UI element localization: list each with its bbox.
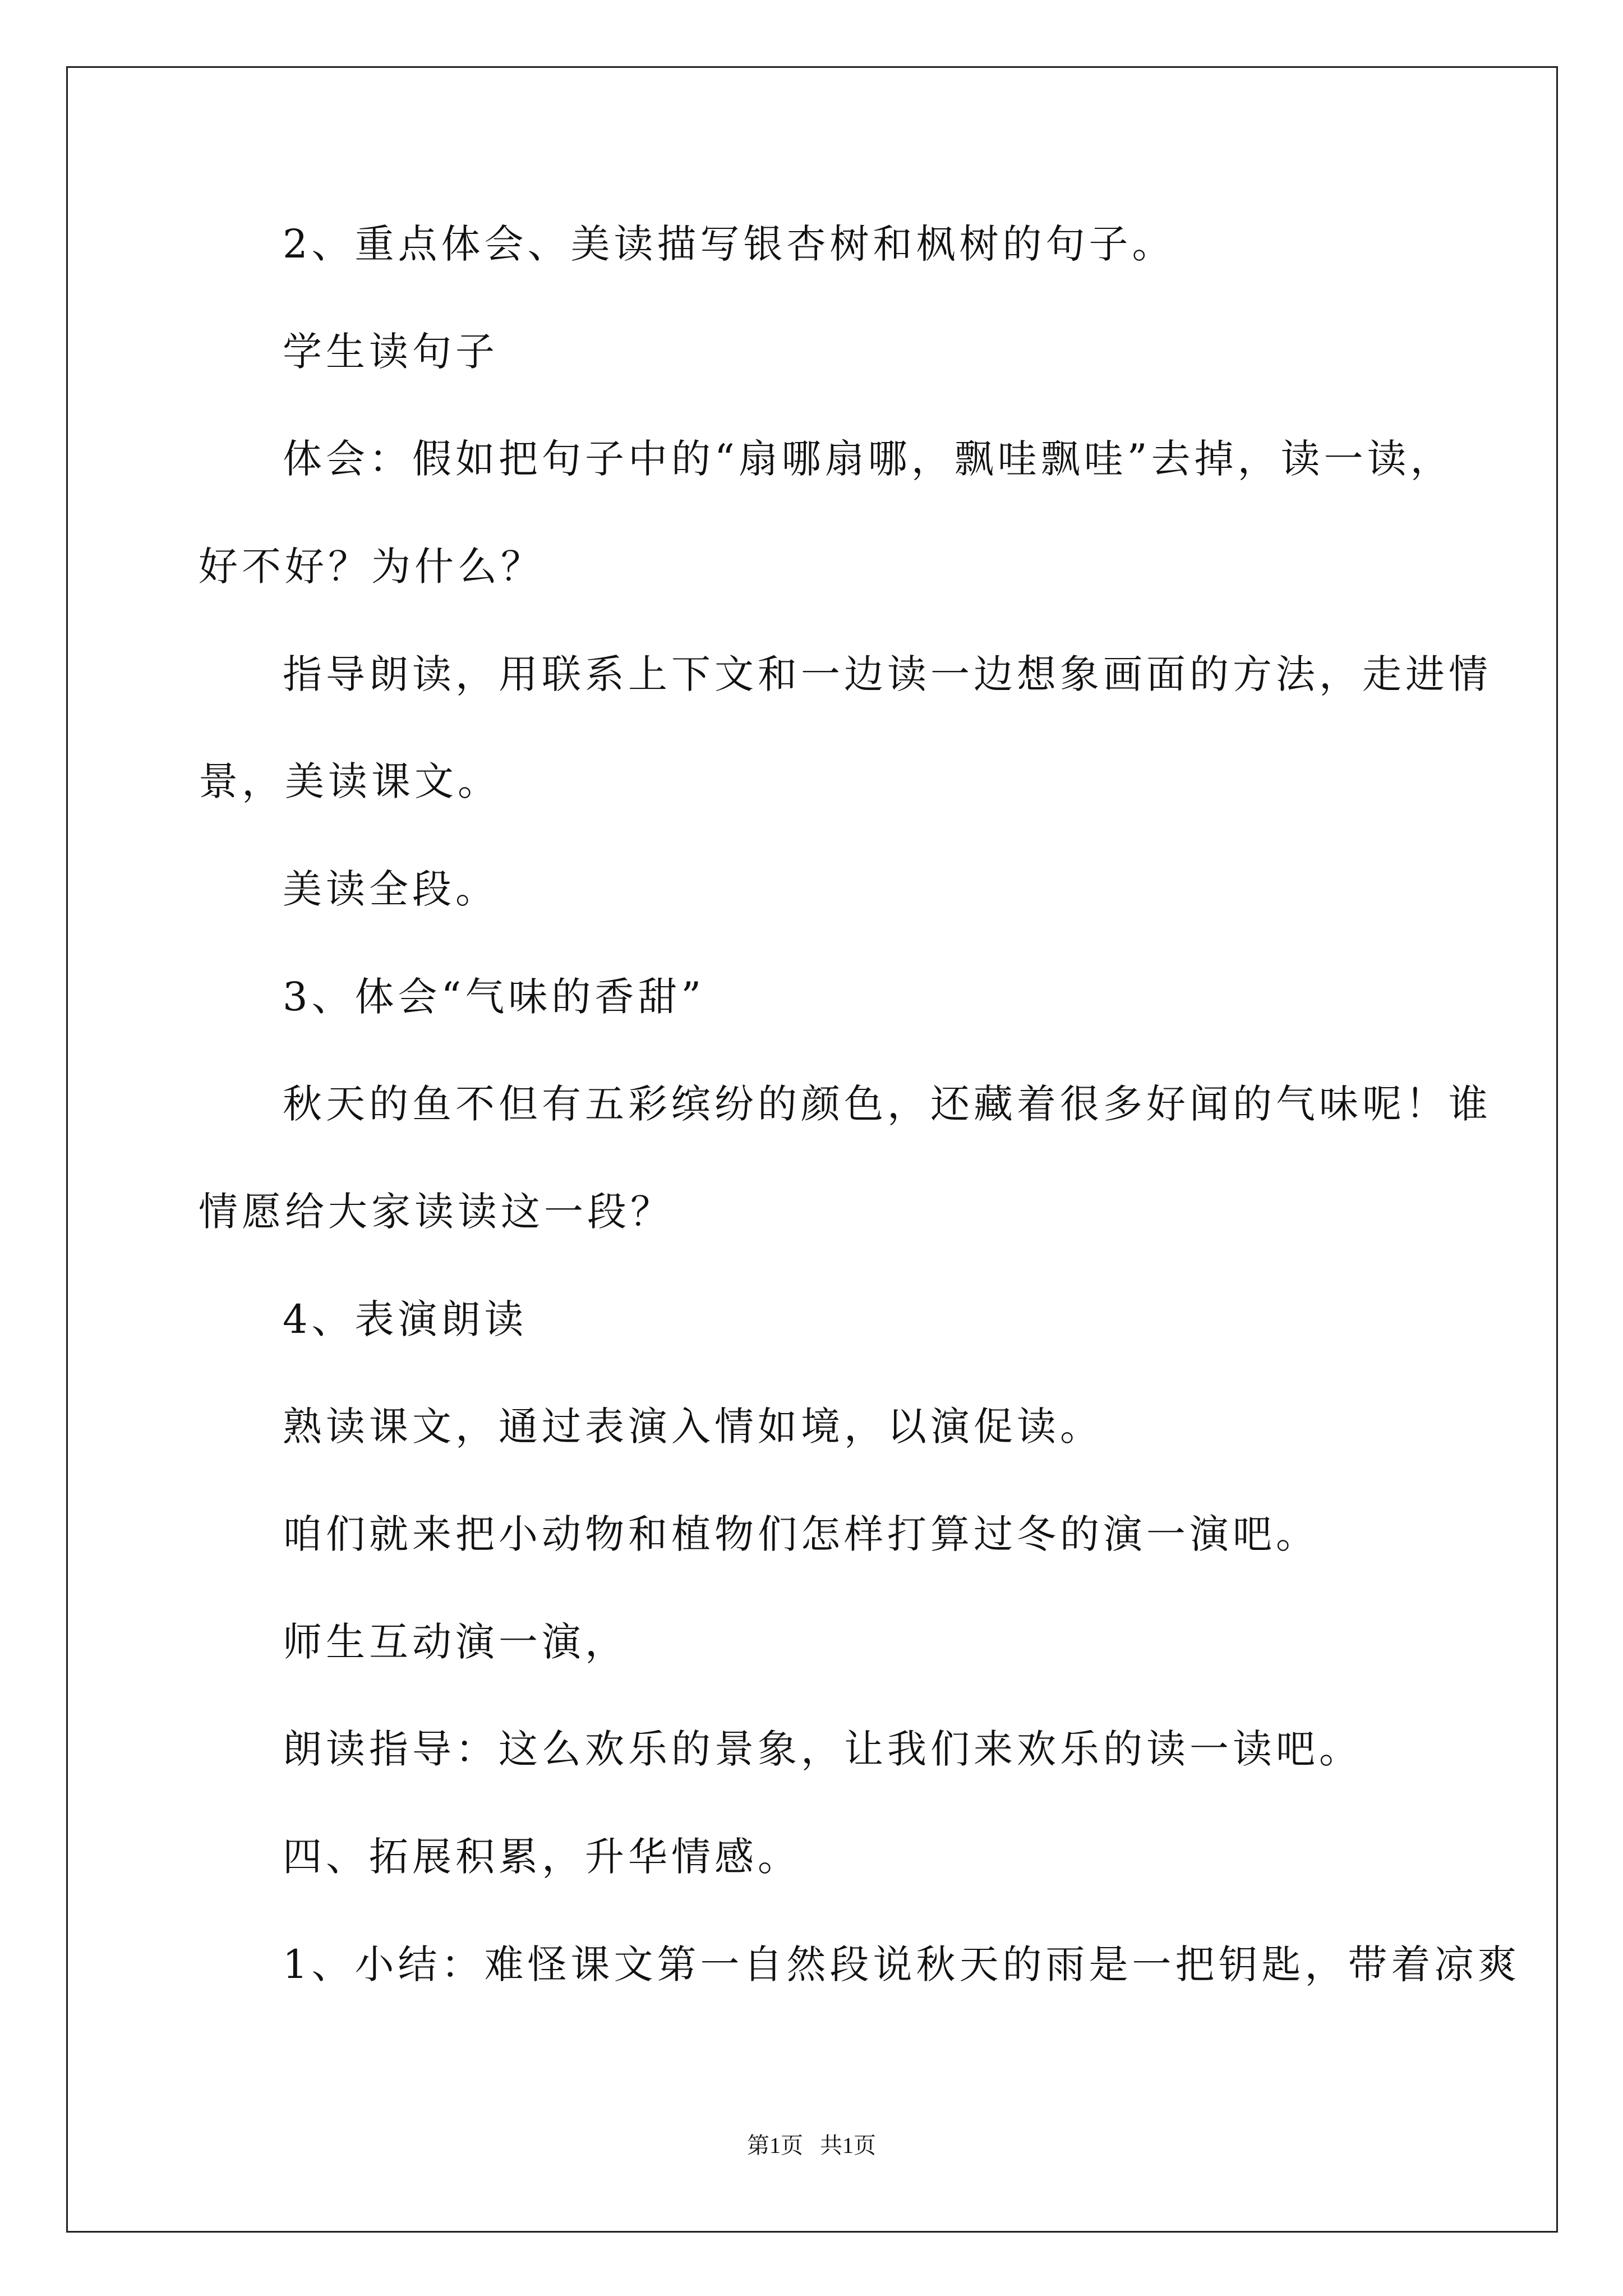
page-number-footer: 第1页 共1页	[747, 2133, 876, 2158]
text-line: 四、拓展积累，升华情感。	[283, 1834, 801, 1880]
page-border	[66, 66, 1558, 2233]
text-line: 师生互动演一演，	[283, 1619, 628, 1665]
text-line: 秋天的鱼不但有五彩缤纷的颜色，还藏着很多好闻的气味呢！谁	[283, 1081, 1492, 1127]
text-line: 好不好？为什么？	[199, 544, 544, 590]
text-line: 景，美读课文。	[199, 758, 501, 804]
text-line: 4、表演朗读	[283, 1296, 528, 1342]
text-line: 体会：假如把句子中的“扇哪扇哪，飘哇飘哇”去掉，读一读，	[283, 436, 1454, 482]
text-line: 指导朗读，用联系上下文和一边读一边想象画面的方法，走进情	[283, 651, 1492, 697]
text-line: 学生读句子	[283, 329, 499, 375]
text-line: 美读全段。	[283, 866, 499, 912]
text-line: 3、体会“气味的香甜”	[283, 974, 706, 1020]
text-line: 1、小结：难怪课文第一自然段说秋天的雨是一把钥匙，带着凉爽	[283, 1941, 1521, 1987]
text-line: 2、重点体会、美读描写银杏树和枫树的句子。	[283, 221, 1175, 267]
text-line: 朗读指导：这么欢乐的景象，让我们来欢乐的读一读吧。	[283, 1726, 1362, 1772]
text-line: 情愿给大家读读这一段？	[199, 1189, 674, 1235]
text-line: 咱们就来把小动物和植物们怎样打算过冬的演一演吧。	[283, 1511, 1319, 1557]
text-line: 熟读课文，通过表演入情如境，以演促读。	[283, 1404, 1103, 1450]
